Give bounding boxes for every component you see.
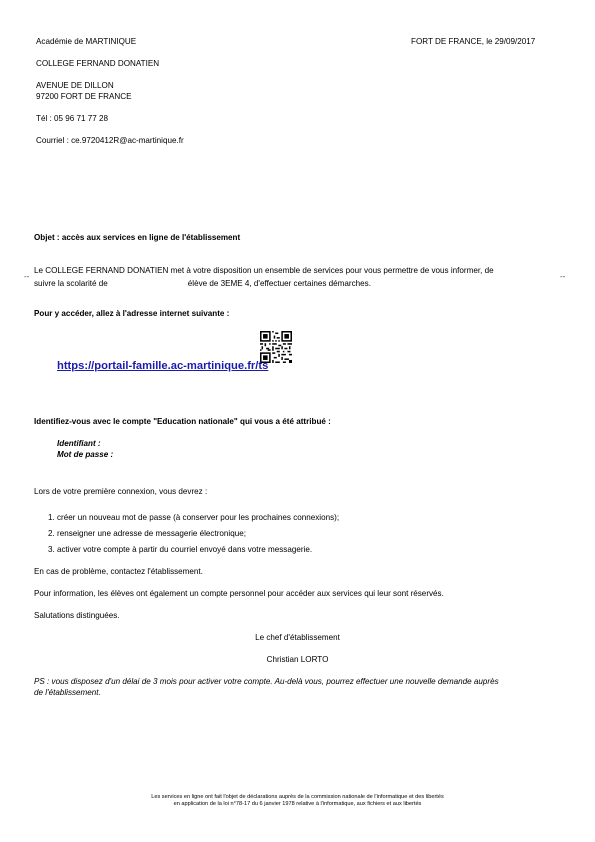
problem-note: En cas de problème, contactez l'établissement. [34, 567, 203, 576]
email-contact: Courriel : ce.9720412R@ac-martinique.fr [36, 136, 184, 145]
place-date: FORT DE FRANCE, le 29/09/2017 [411, 37, 536, 46]
address-line-2: 97200 FORT DE FRANCE [36, 92, 132, 101]
redacted-student-name [108, 277, 188, 286]
step-item: 2. renseigner une adresse de messagerie électronique; [48, 529, 246, 538]
step-item: 1. créer un nouveau mot de passe (à conserver pour les prochaines connexions); [48, 513, 340, 522]
footer-line-1: Les services en ligne ont fait l'objet de déclarations auprès de la commission nationale de l'informatique et des libertés [151, 794, 444, 800]
school-name: COLLEGE FERNAND DONATIEN [36, 59, 160, 68]
identifiant-label: Identifiant : [57, 439, 101, 448]
footer-line-2: en application de la loi n°78-17 du 6 janvier 1978 relative à l'informatique, aux fichiers et aux libertés [173, 801, 422, 807]
intro-line-2a: suivre la scolarité de [34, 279, 108, 288]
telephone: Tél : 05 96 71 77 28 [36, 114, 108, 123]
signature-name: Christian LORTO [266, 655, 329, 664]
qr-code-icon [260, 331, 292, 363]
access-heading: Pour y accéder, allez à l'adresse internet suivante : [34, 309, 230, 318]
margin-mark-right: -- [560, 272, 566, 281]
first-login-intro: Lors de votre première connexion, vous devrez : [34, 487, 208, 496]
ps-line-2: de l'établissement. [34, 688, 101, 697]
ps-line-1: PS : vous disposez d'un délai de 3 mois pour activer votre compte. Au-delà vous, pourrez effectuer une nouvelle demande auprès [34, 677, 499, 686]
step-item: 3. activer votre compte à partir du courriel envoyé dans votre messagerie. [48, 545, 313, 554]
info-note: Pour information, les élèves ont également un compte personnel pour accéder aux services qui leur sont réservés. [34, 589, 444, 598]
salutations: Salutations distinguées. [34, 611, 120, 620]
identify-heading: Identifiez-vous avec le compte "Education nationale" qui vous a été attribué : [34, 417, 331, 426]
letter-object: Objet : accès aux services en ligne de l'établissement [34, 233, 241, 242]
password-label: Mot de passe : [57, 450, 114, 459]
signature-title: Le chef d'établissement [255, 633, 340, 642]
intro-line-2b: élève de 3EME 4, d'effectuer certaines démarches. [187, 279, 371, 288]
address-line-1: AVENUE DE DILLON [36, 81, 114, 90]
intro-line-1: Le COLLEGE FERNAND DONATIEN met à votre disposition un ensemble de services pour vous permettre de vous informer, de [34, 266, 494, 275]
portal-link[interactable]: https://portail-famille.ac-martinique.fr/ts [57, 360, 269, 372]
margin-mark-left: -- [24, 272, 30, 281]
academie-label: Académie de MARTINIQUE [36, 37, 137, 46]
intro-line-2 [34, 277, 371, 288]
